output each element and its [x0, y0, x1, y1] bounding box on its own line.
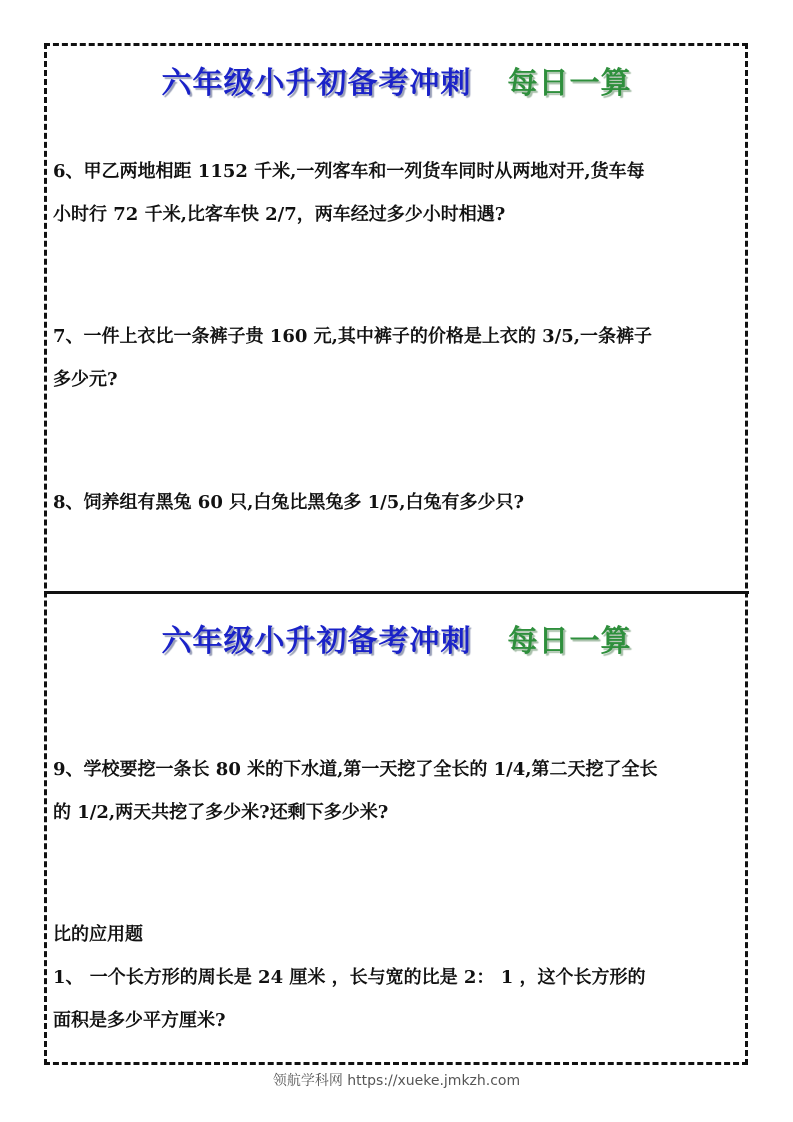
ratio-question-1-line-1: 1、 一个长方形的周长是 24 厘米 ，长与宽的比是 2： 1 ，这个长方形的	[53, 967, 646, 988]
ratio-problems	[53, 913, 746, 1042]
section-2-title-main: 六年级小升初备考冲刺	[161, 624, 472, 659]
section-divider	[44, 591, 749, 594]
section-2-title	[44, 616, 749, 660]
ratio-question-1-line-2: 面积是多少平方厘米?	[53, 1010, 226, 1031]
question-7-line-1: 7、一件上衣比一条裤子贵 160 元,其中裤子的价格是上衣的 3/5,一条裤子	[53, 326, 653, 347]
question-9-line-1: 9、学校要挖一条长 80 米的下水道,第一天挖了全长的 1/4,第二天挖了全长	[53, 759, 658, 780]
section-1-title-sub: 每日一算	[507, 66, 632, 101]
question-8-line-1: 8、饲养组有黑兔 60 只,白兔比黑兔多 1/5,白兔有多少只?	[53, 492, 525, 513]
question-9-line-2: 的 1/2,两天共挖了多少米?还剩下多少米?	[53, 802, 389, 823]
section-2-title-sub: 每日一算	[507, 624, 632, 659]
question-6-line-1: 6、甲乙两地相距 1152 千米,一列客车和一列货车同时从两地对开,货车每	[53, 161, 645, 182]
question-7-line-2: 多少元?	[53, 369, 118, 390]
question-6	[53, 150, 746, 236]
question-9	[53, 748, 746, 834]
ratio-problems-heading: 比的应用题	[53, 924, 143, 945]
footer-watermark: 领航学科网 https://xueke.jmkzh.com	[272, 1073, 521, 1089]
question-7	[53, 315, 746, 401]
question-6-line-2: 小时行 72 千米,比客车快 2/7，两车经过多少小时相遇?	[53, 204, 506, 225]
section-1-title-main: 六年级小升初备考冲刺	[161, 66, 472, 101]
section-1-title	[44, 58, 749, 102]
question-8	[53, 481, 746, 524]
